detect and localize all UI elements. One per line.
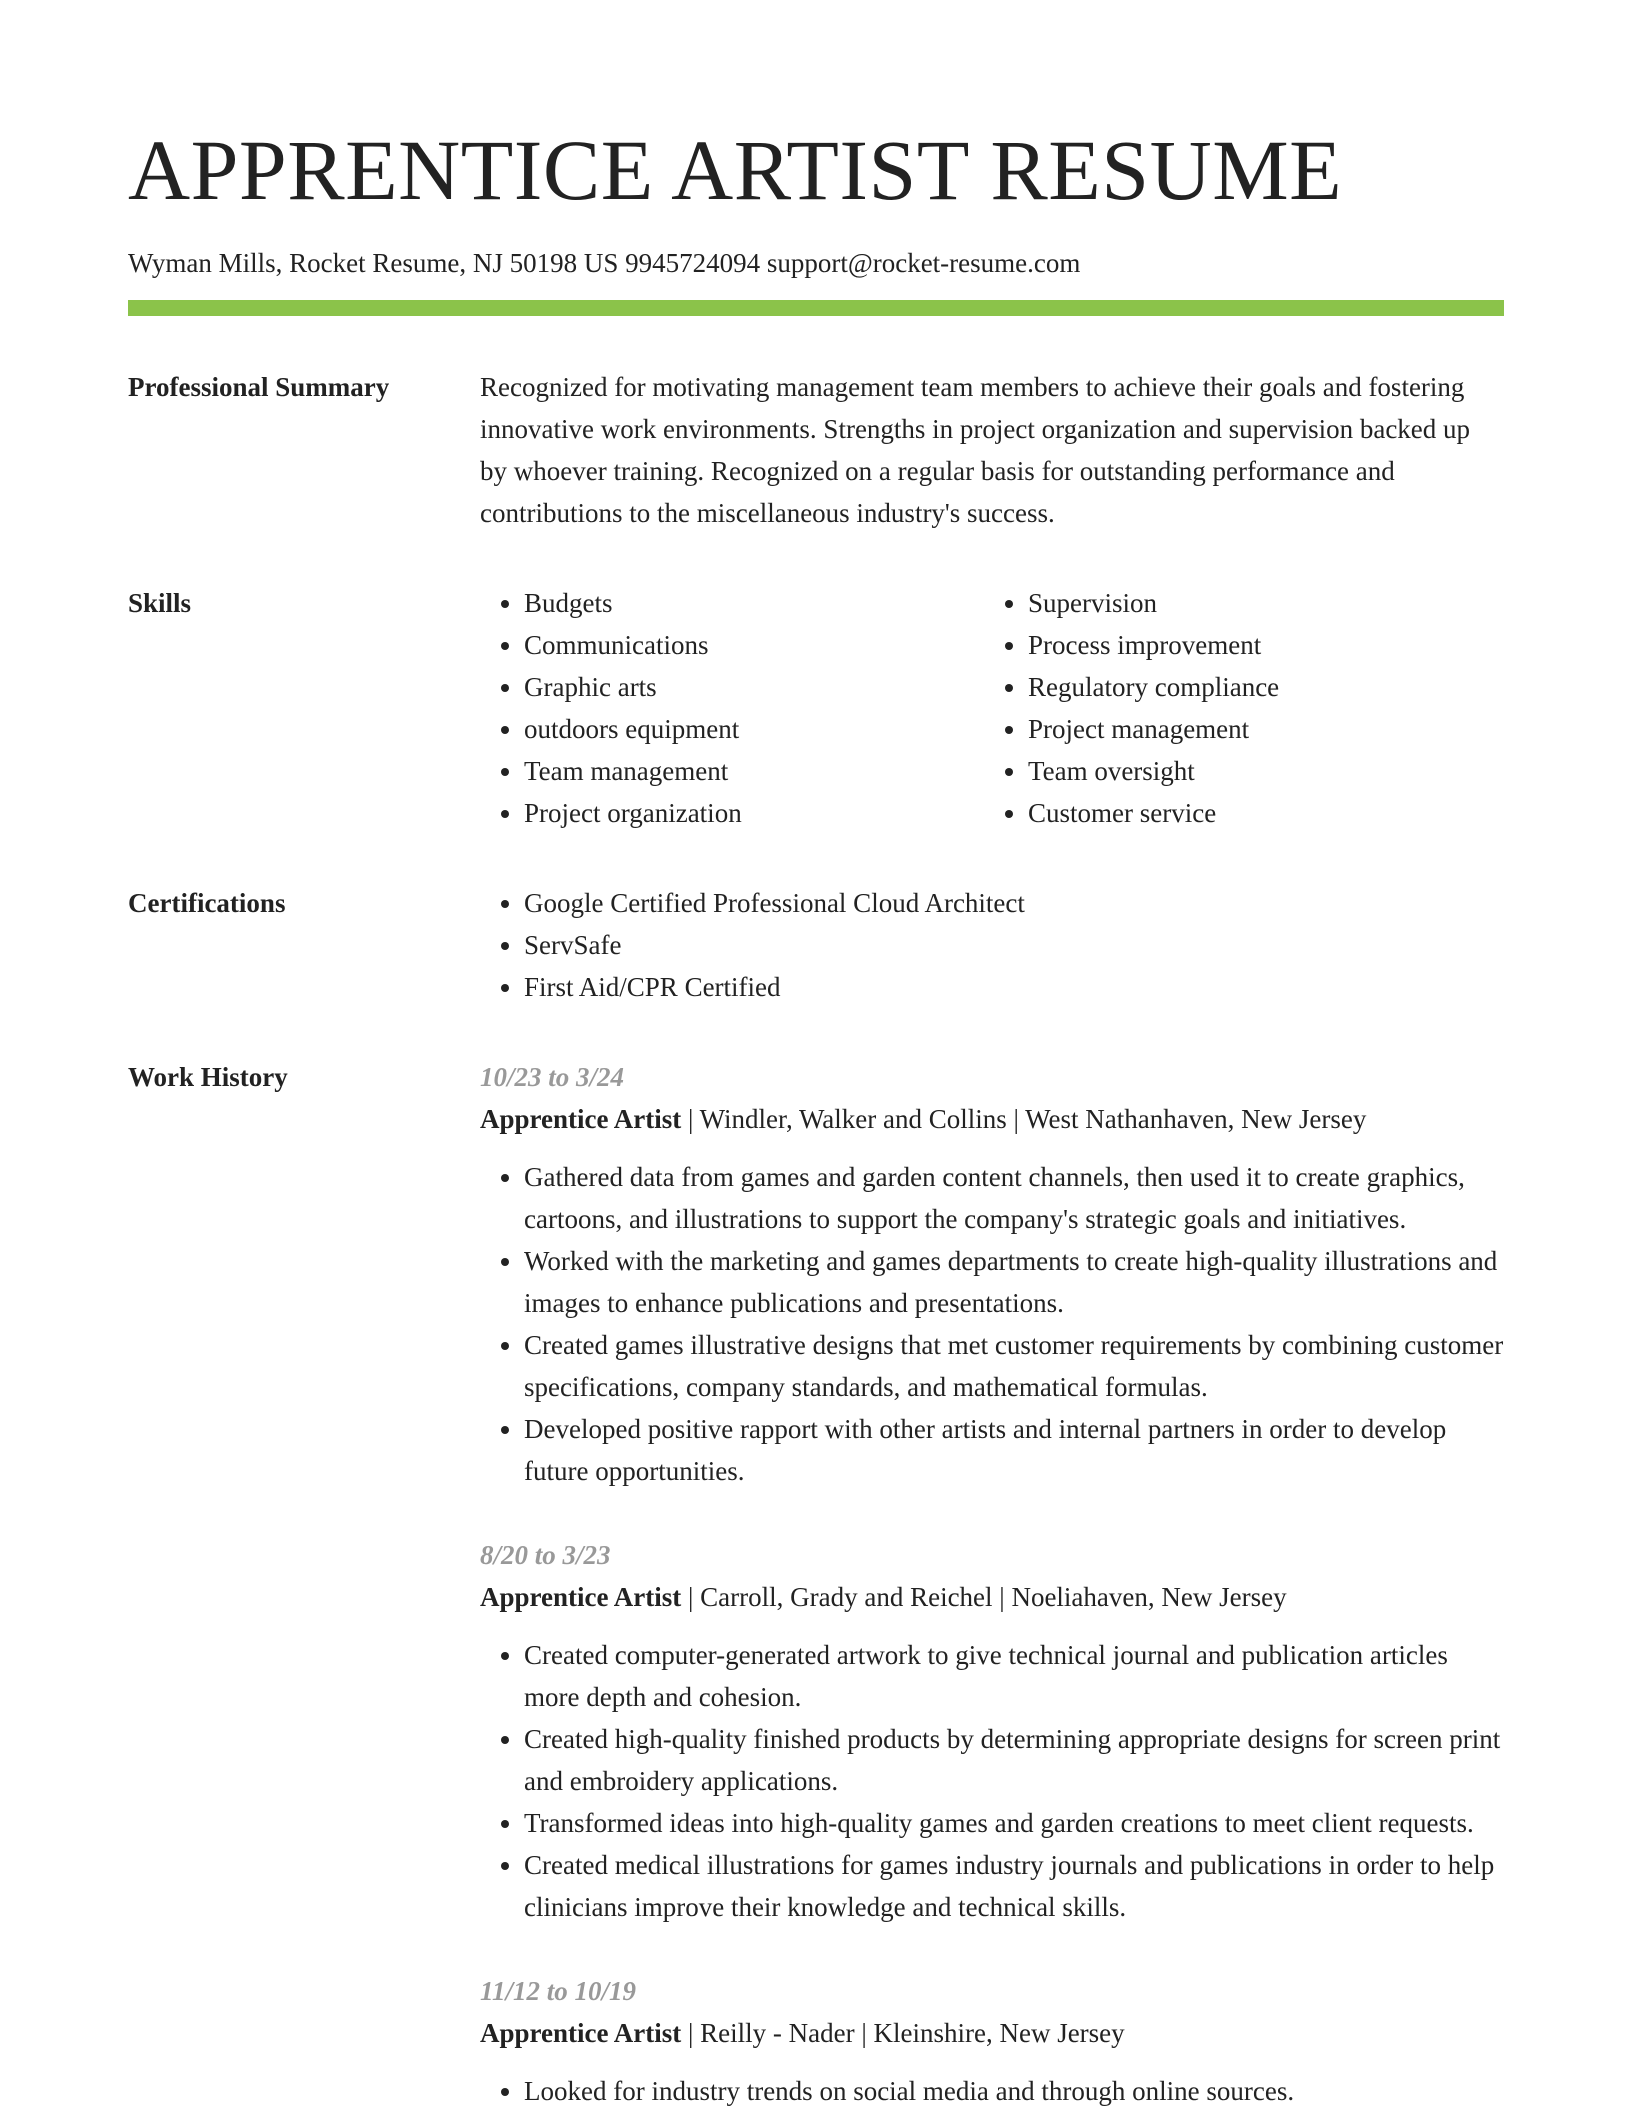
job-entry [480,1056,1504,1492]
resume-title: APPRENTICE ARTIST RESUME [128,122,1343,218]
job-employer-location: | Reilly - Nader | Kleinshire, New Jersey [681,2018,1125,2048]
job-employer-location: | Windler, Walker and Collins | West Nathanhaven, New Jersey [681,1104,1367,1134]
skills-grid [480,582,1504,834]
skill-item: • outdoors equipment [524,708,984,750]
section-label-skills: Skills [128,588,192,618]
job-heading [480,1098,1504,1140]
skill-item: • Project management [1028,708,1488,750]
certifications-section [128,882,1504,1008]
skills-column-1 [480,582,984,834]
skill-item: • Customer service [1028,792,1488,834]
skill-item: • Graphic arts [524,666,984,708]
section-label-work-history: Work History [128,1062,288,1092]
skills-column-2 [984,582,1488,834]
skill-item: • Supervision [1028,582,1488,624]
skill-item: • Team management [524,750,984,792]
summary-section [128,366,1504,534]
job-bullet: • Created medical illustrations for games industry journals and publications in order to help clinicians improve their knowledge and technical skills. [524,1844,1504,1928]
work-history-body [480,1056,1504,2112]
certifications-body [480,882,1504,1008]
job-bullet-list [480,2070,1504,2112]
certification-item: • ServSafe [524,924,1504,966]
job-bullet: • Transformed ideas into high-quality games and garden creations to meet client requests. [524,1802,1504,1844]
job-bullet: • Looked for industry trends on social media and through online sources. [524,2070,1504,2112]
job-dates: 10/23 to 3/24 [480,1062,625,1092]
job-heading [480,2012,1504,2054]
header-divider [128,300,1504,316]
job-entry [480,1970,1504,2112]
job-title: Apprentice Artist [480,2018,682,2048]
certification-item: • Google Certified Professional Cloud Architect [524,882,1504,924]
skill-item: • Regulatory compliance [1028,666,1488,708]
job-title: Apprentice Artist [480,1104,682,1134]
section-label-certifications: Certifications [128,888,286,918]
job-bullet-list [480,1156,1504,1492]
job-title: Apprentice Artist [480,1582,682,1612]
skills-section [128,582,1504,834]
job-bullet: • Created high-quality finished products by determining appropriate designs for screen print and embroidery applications. [524,1718,1504,1802]
summary-body [480,366,1504,534]
skill-item: • Process improvement [1028,624,1488,666]
job-dates: 8/20 to 3/23 [480,1540,611,1570]
job-bullet: • Created computer-generated artwork to give technical journal and publication articles more depth and cohesion. [524,1634,1504,1718]
skill-item: • Project organization [524,792,984,834]
skill-item: • Team oversight [1028,750,1488,792]
job-dates: 11/12 to 10/19 [480,1976,637,2006]
skill-item: • Budgets [524,582,984,624]
contact-line: Wyman Mills, Rocket Resume, NJ 50198 US 9945724094 support@rocket-resume.com [128,248,1081,278]
resume-page [128,0,1504,2112]
certification-item: • First Aid/CPR Certified [524,966,1504,1008]
skill-item: • Communications [524,624,984,666]
job-heading [480,1576,1504,1618]
job-bullet-list [480,1634,1504,1928]
job-bullet: • Worked with the marketing and games departments to create high-quality illustrations and images to enhance publications and presentations. [524,1240,1504,1324]
job-bullet: • Gathered data from games and garden content channels, then used it to create graphics, cartoons, and illustrations to support the company's strategic goals and initiatives. [524,1156,1504,1240]
job-bullet: • Developed positive rapport with other artists and internal partners in order to develop future opportunities. [524,1408,1504,1492]
job-entry [480,1534,1504,1928]
job-employer-location: | Carroll, Grady and Reichel | Noeliahaven, New Jersey [681,1582,1287,1612]
section-label-summary: Professional Summary [128,372,390,402]
job-bullet: • Created games illustrative designs that met customer requirements by combining customer specifications, company standards, and mathematical formulas. [524,1324,1504,1408]
summary-text: Recognized for motivating management team members to achieve their goals and fostering innovative work environments. Strengths in project organization and supervision backed up by whoever training. Recognized on a regular basis for outstanding performance and contributions to the miscellaneous industry's success. [480,372,1471,528]
work-history-section [128,1056,1504,2112]
